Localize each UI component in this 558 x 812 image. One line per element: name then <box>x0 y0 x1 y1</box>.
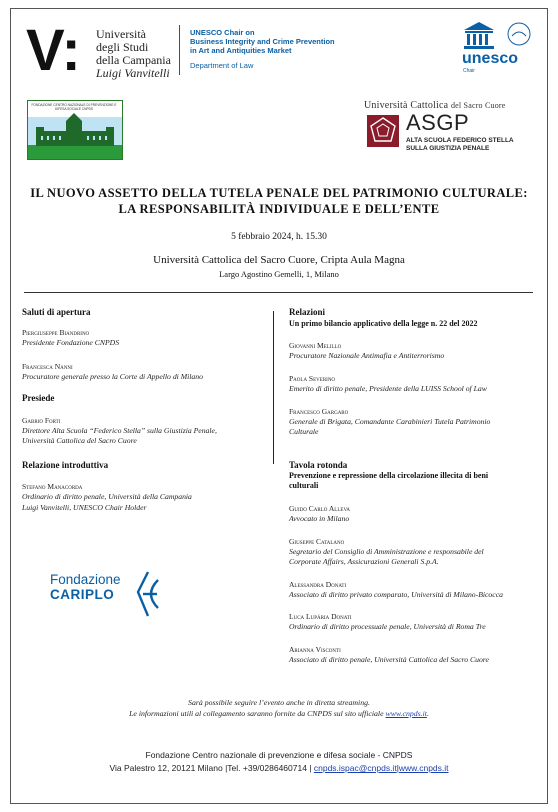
speaker-role: Procuratore Nazionale Antimafia e Antiterrorismo <box>289 351 445 360</box>
event-venue: Università Cattolica del Sacro Cuore, Cripta Aula Magna <box>153 254 405 266</box>
cariplo-logo <box>50 572 121 602</box>
unesco-chair-line-2: Business Integrity and Crime Prevention <box>190 37 335 46</box>
speaker-name: Gabrio Forti <box>22 416 61 425</box>
streaming-period: . <box>426 709 429 718</box>
department-label: Department of Law <box>190 61 254 70</box>
footer-line-1: Fondazione Centro nazionale di prevenzione e difesa sociale - CNPDS <box>145 750 413 760</box>
event-title-line-1: IL NUOVO ASSETTO DELLA TUTELA PENALE DEL PATRIMONIO CULTURALE: <box>30 186 528 200</box>
speaker-name: Alessandra Donati <box>289 580 347 589</box>
cariplo-line-2: CARIPLO <box>50 587 115 602</box>
unesco-chair-small: Chair <box>463 68 475 74</box>
vanvitelli-line-4: Luigi Vanvitelli <box>96 66 170 80</box>
asgp-emblem-icon <box>366 114 400 148</box>
header-separator <box>179 25 180 75</box>
event-title-line-2: LA RESPONSABILITÀ INDIVIDUALE E DELL’ENTE <box>118 202 440 216</box>
unesco-chair-line-3: in Art and Antiquities Market <box>190 46 292 55</box>
vanvitelli-logo-text <box>96 28 171 80</box>
speaker-role: Presidente Fondazione CNPDS <box>22 338 120 347</box>
divider <box>24 292 533 293</box>
speaker-role: Ordinario di diritto processuale penale, Università di Roma Tre <box>289 622 486 631</box>
speaker-role: Generale di Brigata, Comandante Carabinieri Tutela Patrimonio <box>289 417 491 426</box>
speaker-role: Corporate Affairs, Assicurazioni Generali S.p.A. <box>289 557 439 566</box>
speaker-name: Luca Lupária Donati <box>289 612 352 621</box>
speaker-name: Giovanni Melillo <box>289 341 342 350</box>
event-date: 5 febbraio 2024, h. 15.30 <box>231 232 327 242</box>
streaming-text: Le informazioni utili al collegamento saranno fornite da CNPDS sul sito ufficiale <box>129 709 386 718</box>
speaker-name: Piergiuseppe Biandrino <box>22 328 90 337</box>
presiede-heading: Presiede <box>22 393 55 403</box>
speaker-name: Arianna Visconti <box>289 645 341 654</box>
relazioni-heading: Relazioni <box>289 307 325 317</box>
cariplo-mark-icon <box>132 570 162 620</box>
speaker-role: Luigi Vanvitelli, UNESCO Chair Holder <box>22 503 147 512</box>
cattolica-small: del Sacro Cuore <box>450 101 506 110</box>
speaker-role: Associato di diritto privato comparato, Università di Milano-Bicocca <box>289 590 503 599</box>
cnpds-logo-text: FONDAZIONE CENTRO NAZIONALE DI PREVENZIONE E DIFESA SOCIALE CNPDS <box>31 103 117 111</box>
cariplo-line-1: Fondazione <box>50 572 121 587</box>
saluti-heading: Saluti di apertura <box>22 307 91 317</box>
streaming-line-2 <box>20 709 538 718</box>
vanvitelli-line-2: degli Studi <box>96 40 149 54</box>
unesco-chair-line-1: UNESCO Chair on <box>190 28 255 37</box>
asgp-sub-line-2: SULLA GIUSTIZIA PENALE <box>406 144 490 152</box>
speaker-role: Direttore Alta Scuola “Federico Stella” sulla Giustizia Penale, <box>22 426 217 435</box>
vanvitelli-line-3: della Campania <box>96 53 171 67</box>
streaming-line-1: Sarà possibile seguire l’evento anche in diretta streaming. <box>188 698 370 707</box>
unesco-chair-text <box>190 28 335 70</box>
speaker-name: Francesca Nanni <box>22 362 73 371</box>
unesco-temple-icon <box>462 20 538 50</box>
unesco-wordmark: unesco <box>462 50 519 67</box>
speaker-role: Segretario del Consiglio di Amministrazione e responsabile del <box>289 547 484 556</box>
speaker-role: Università Cattolica del Sacro Cuore <box>22 436 137 445</box>
tavola-subtitle-1: Prevenzione e repressione della circolazione illecita di beni <box>289 471 489 480</box>
footer-website-link[interactable]: www.cnpds.it <box>398 763 449 773</box>
asgp-sub-line-1: ALTA SCUOLA FEDERICO STELLA <box>406 137 514 144</box>
speaker-name: Francesco Gargaro <box>289 407 349 416</box>
speaker-role: Emerito di diritto penale, Presidente della LUISS School of Law <box>289 384 487 393</box>
speaker-name: Stefano Manacorda <box>22 482 83 491</box>
speaker-role: Culturale <box>289 427 319 436</box>
asgp-logo: ASGP <box>406 110 470 135</box>
speaker-role: Associato di diritto penale, Università Cattolica del Sacro Cuore <box>289 655 489 664</box>
cnpds-website-link[interactable]: www.cnpds.it <box>385 709 427 718</box>
event-address: Largo Agostino Gemelli, 1, Milano <box>219 269 339 279</box>
footer-email-link[interactable]: cnpds.ispac@cnpds.it <box>313 763 397 773</box>
speaker-role: Ordinario di diritto penale, Università della Campania <box>22 492 192 501</box>
column-divider <box>273 311 274 464</box>
speaker-name: Paola Severino <box>289 374 336 383</box>
relazioni-subtitle: Un primo bilancio applicativo della legge n. 22 del 2022 <box>289 319 478 328</box>
footer-separator: | <box>396 763 399 773</box>
footer-address: Via Palestro 12, 20121 Milano |Tel. +39/0286460714 | <box>109 763 314 773</box>
tavola-heading: Tavola rotonda <box>289 460 348 470</box>
intro-heading: Relazione introduttiva <box>22 460 109 470</box>
cattolica-big: Università Cattolica <box>364 100 449 111</box>
speaker-name: Guido Carlo Alleva <box>289 504 351 513</box>
speaker-name: Giuseppe Catalano <box>289 537 345 546</box>
speaker-role: Procuratore generale presso la Corte di Appello di Milano <box>22 372 203 381</box>
vanvitelli-line-1: Università <box>96 27 146 41</box>
asgp-subtitle <box>406 137 514 152</box>
vanvitelli-logo-mark: V: <box>26 18 81 83</box>
tavola-subtitle-2: culturali <box>289 481 319 490</box>
speaker-role: Avvocato in Milano <box>289 514 350 523</box>
footer-line-2 <box>20 763 538 773</box>
